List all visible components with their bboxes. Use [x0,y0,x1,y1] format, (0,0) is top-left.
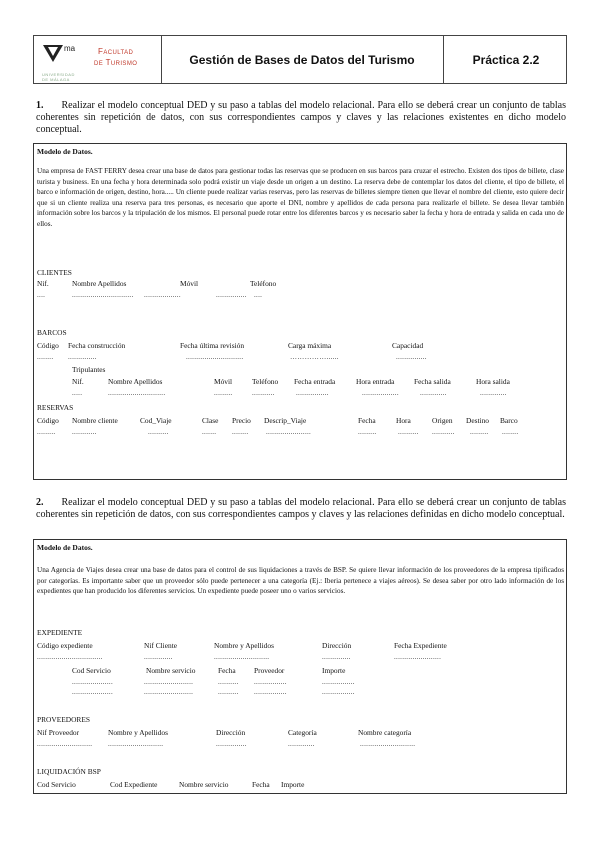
faculty-name: Facultad de Turismo [94,47,138,67]
exercise-1-statement: 1. Realizar el modelo conceptual DED y su paso a tablas del modelo relacional. Para ello se deberá crear un conjunto de tablas coherentes sin repetición de datos, con sus correspondientes campos y claves y las relaciones existentes en dicho modelo conceptual. [36,100,566,135]
exercise-1-model-label: Modelo de Datos. [37,147,93,156]
exercise-2-description: Una Agencia de Viajes desea crear una base de datos para el control de sus liquidaciones a través de BSP. Se quiere llevar información de los proveedores de la empresa tipificados por categorías. Es importante saber que un proveedor sólo puede pertenecer a una categoría (Ej.: Iberia pertenece a viajes aéreos). Se desea saber por otro lado información de los expedientes que han producido los diferentes servicios. Un expediente puede poseer uno o varios servicios. [37,566,564,596]
tripulantes-table-title: Tripulantes [72,365,106,374]
logo-text: ma [64,44,76,53]
exercise-1-description: Una empresa de FAST FERRY desea crear una base de datos para gestionar todas las reservas que se producen en sus barcos para cruzar el estrecho. Existen dos tipos de billete, clase turista y business. En una fecha y hora determinada solo podrá existir un viaje desde un origen a un destino. La reserva debe de contemplar los datos del cliente, el tipo de billete, el barco e información de origen, destino, hora..... Un cliente puede realizar varias reservas, pero las reservas de billetes siempre tienen que llevar el nombre del cliente, esto quiere decir que si un cliente realiza una reserva para tres personas, es necesario que aporte el DNI, nombre y apellidos de cada persona para realizarle el billete. Se desea llevar también información sobre los barcos y la tripulación de los mismos. El personal puede rotar entre los diferentes barcos y es necesario saber la fecha y hora de entrada y salida en cada uno de ellos. [37,167,564,228]
practice-number: Práctica 2.2 [472,53,540,67]
exercise-2-statement: 2. Realizar el modelo conceptual DED y su paso a tablas del modelo relacional. Para ello se deberá crear un conjunto de tablas coherentes sin repetición de datos, con sus correspondientes campos y claves y las relaciones definidas en dicho modelo conceptual. [36,497,566,520]
liquidacion-table-title: LIQUIDACIÓN BSP [37,767,101,776]
exercise-2-number: 2. [36,497,44,508]
expediente-table-title: EXPEDIENTE [37,628,83,637]
university-logo-icon [42,42,64,64]
logo-subtitle: UNIVERSIDAD DE MÁLAGA [42,72,75,82]
document-header [33,35,567,84]
clientes-table-title: CLIENTES [37,268,72,277]
reservas-table-title: RESERVAS [37,403,74,412]
exercise-2-model-label: Modelo de Datos. [37,543,93,552]
proveedores-table-title: PROVEEDORES [37,715,90,724]
exercise-1-number: 1. [36,100,44,111]
document-title: Gestión de Bases de Datos del Turismo [189,53,415,67]
barcos-table-title: BARCOS [37,328,67,337]
